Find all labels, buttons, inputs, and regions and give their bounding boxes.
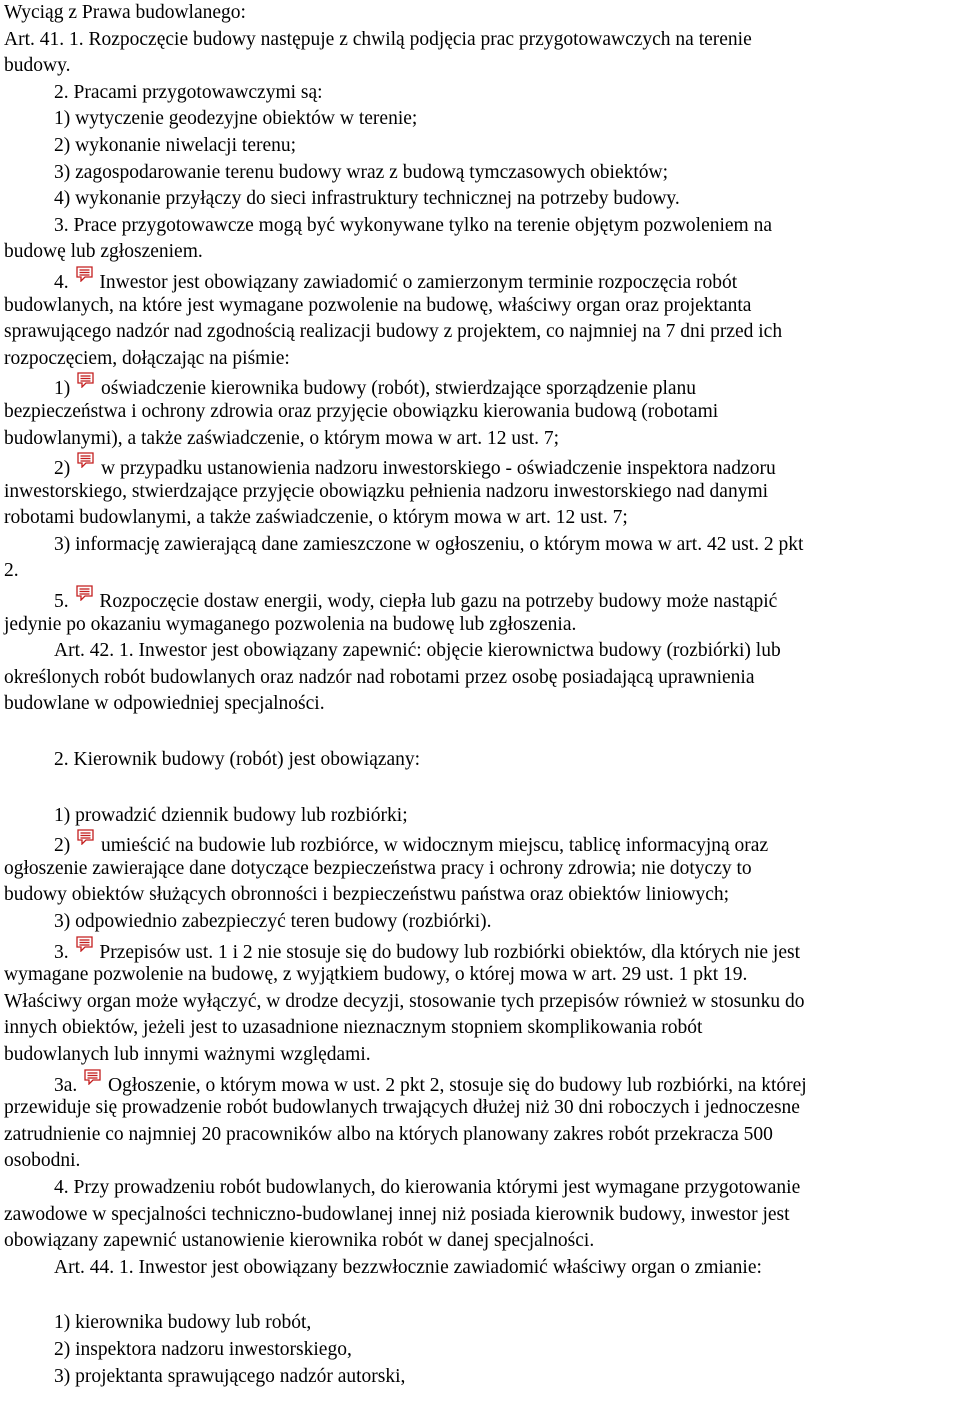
text-line — [4, 803, 958, 830]
line-text: 1) kierownika budowy lub robót, — [54, 1312, 312, 1334]
text-line — [4, 426, 958, 453]
line-text: 2. Kierownik budowy (robót) jest obowiązany: — [54, 749, 421, 771]
text-line — [4, 1069, 958, 1096]
line-text: Właściwy organ może wyłączyć, w drodze decyzji, stosowanie tych przepisów również w stosunku do — [4, 990, 805, 1012]
text-line — [4, 909, 958, 936]
comment-icon[interactable] — [84, 1069, 101, 1085]
line-text: osobodni. — [4, 1150, 81, 1172]
line-text: przewiduje się prowadzenie robót budowlanych trwających dłużej niż 30 dni roboczych i jednoczesne — [4, 1097, 800, 1119]
text-line — [4, 106, 958, 133]
line-text: ogłoszenie zawierające dane dotyczące bezpieczeństwa pracy i ochrony zdrowia; nie dotyczy to — [4, 857, 752, 879]
line-text: budowlane w odpowiedniej specjalności. — [4, 693, 325, 715]
text-line — [4, 962, 958, 989]
line-text: 1) wytyczenie geodezyjne obiektów w terenie; — [54, 108, 418, 130]
text-line — [4, 160, 958, 187]
item-number: 2) — [54, 458, 71, 480]
text-line — [4, 479, 958, 506]
line-text: 2) inspektora nadzoru inwestorskiego, — [54, 1338, 352, 1360]
text-line — [4, 856, 958, 883]
item-number: 5. — [54, 591, 69, 613]
line-text: 3) informację zawierającą dane zamieszczone w ogłoszeniu, o którym mowa w art. 42 ust. 2 pkt — [54, 533, 804, 555]
text-line — [4, 691, 958, 718]
text-line — [4, 0, 958, 27]
text-line — [4, 213, 958, 240]
item-number: 4. — [54, 271, 69, 293]
document-text — [4, 0, 958, 1390]
line-text: zatrudnienie co najmniej 20 pracowników albo na których planowany zakres robót przekracza 500 — [4, 1123, 773, 1145]
text-line — [4, 133, 958, 160]
text-line — [4, 399, 958, 426]
comment-icon[interactable] — [77, 372, 94, 388]
comment-icon[interactable] — [76, 585, 93, 601]
item-number: 3a. — [54, 1074, 78, 1096]
text-line — [4, 1255, 958, 1282]
line-text: 2. — [4, 560, 19, 582]
text-line — [4, 505, 958, 532]
line-text: 2) wykonanie niwelacji terenu; — [54, 134, 297, 156]
text-line — [4, 585, 958, 612]
line-text: robotami budowlanymi, a także zaświadczenie, o którym mowa w art. 12 ust. 7; — [4, 507, 628, 529]
text-line — [4, 1310, 958, 1337]
line-text: Ogłoszenie, o którym mowa w ust. 2 pkt 2, stosuje się do budowy lub rozbiórki, na której — [108, 1074, 807, 1096]
line-text: inwestorskiego, stwierdzające przyjęcie obowiązku pełnienia nadzoru inwestorskiego nad danymi — [4, 480, 769, 502]
text-line — [4, 452, 958, 479]
line-text: wymagane pozwolenie na budowę, z wyjątkiem budowy, o której mowa w art. 29 ust. 1 pkt 19. — [4, 964, 748, 986]
item-number: 2) — [54, 835, 71, 857]
text-line — [4, 665, 958, 692]
item-number: 3. — [54, 941, 69, 963]
text-line — [4, 372, 958, 399]
line-text: w przypadku ustanowienia nadzoru inwestorskiego - oświadczenie inspektora nadzoru — [101, 458, 776, 480]
text-line — [4, 747, 958, 774]
text-line — [4, 1337, 958, 1364]
text-line — [4, 638, 958, 665]
line-text: budowlanymi), a także zaświadczenie, o którym mowa w art. 12 ust. 7; — [4, 427, 560, 449]
line-text: 4. Przy prowadzeniu robót budowlanych, do kierowania którymi jest wymagane przygotowanie — [54, 1176, 801, 1198]
text-line — [4, 1148, 958, 1175]
blank-line — [4, 718, 958, 747]
line-text: 3) projektanta sprawującego nadzór autorski, — [54, 1365, 406, 1387]
text-line — [4, 1122, 958, 1149]
line-text: budowy obiektów służących obronności i bezpieczeństwu państwa oraz obiektów liniowych; — [4, 884, 730, 906]
text-line — [4, 1095, 958, 1122]
text-line — [4, 319, 958, 346]
line-text: budowlanych lub innymi ważnymi względami. — [4, 1043, 371, 1065]
line-text: jedynie po okazaniu wymaganego pozwolenia na budowę lub zgłoszenia. — [4, 613, 577, 635]
text-line — [4, 829, 958, 856]
line-text: zawodowe w specjalności techniczno-budowlanej innej niż posiada kierownik budowy, inwestor jest — [4, 1203, 790, 1225]
line-text: 3) zagospodarowanie terenu budowy wraz z budową tymczasowych obiektów; — [54, 161, 669, 183]
comment-icon[interactable] — [77, 829, 94, 845]
text-line — [4, 346, 958, 373]
line-text: Wyciąg z Prawa budowlanego: — [4, 2, 246, 23]
text-line — [4, 558, 958, 585]
line-text: budowy. — [4, 55, 71, 77]
text-line — [4, 936, 958, 963]
text-line — [4, 266, 958, 293]
line-text: bezpieczeństwa i ochrony zdrowia oraz przyjęcie obowiązku kierowania budową (robotami — [4, 400, 719, 422]
line-text: Art. 42. 1. Inwestor jest obowiązany zapewnić: objęcie kierownictwa budowy (rozbiórki) lub — [54, 640, 781, 662]
line-text: obowiązany zapewnić ustanowienie kierownika robót w danej specjalności. — [4, 1230, 595, 1252]
text-line — [4, 1202, 958, 1229]
comment-icon[interactable] — [77, 452, 94, 468]
text-line — [4, 53, 958, 80]
line-text: umieścić na budowie lub rozbiórce, w widocznym miejscu, tablicę informacyjną oraz — [101, 835, 769, 857]
line-text: określonych robót budowlanych oraz nadzór nad robotami przez osobę posiadającą uprawnienia — [4, 666, 755, 688]
line-text: budowlanych, na które jest wymagane pozwolenie na budowę, właściwy organ oraz projektanta — [4, 294, 752, 316]
line-text: Art. 44. 1. Inwestor jest obowiązany bezzwłocznie zawiadomić właściwy organ o zmianie: — [54, 1256, 762, 1278]
line-text: 2. Pracami przygotowawczymi są: — [54, 81, 323, 103]
line-text: Przepisów ust. 1 i 2 nie stosuje się do budowy lub rozbiórki obiektów, dla których nie jest — [99, 941, 801, 963]
text-line — [4, 989, 958, 1016]
line-text: innych obiektów, jeżeli jest to uzasadnione nieznacznym stopniem skomplikowania robót — [4, 1017, 703, 1039]
line-text: Inwestor jest obowiązany zawiadomić o zamierzonym terminie rozpoczęcia robót — [99, 271, 738, 293]
line-text: 4) wykonanie przyłączy do sieci infrastruktury technicznej na potrzeby budowy. — [54, 188, 680, 210]
text-line — [4, 612, 958, 639]
comment-icon[interactable] — [76, 266, 93, 282]
text-line — [4, 882, 958, 909]
line-text: sprawującego nadzór nad zgodnością realizacji budowy z projektem, co najmniej na 7 dni przed ich — [4, 321, 783, 343]
line-text: Rozpoczęcie dostaw energii, wody, ciepła lub gazu na potrzeby budowy może nastąpić — [99, 591, 778, 613]
text-line — [4, 1015, 958, 1042]
line-text: rozpoczęciem, dołączając na piśmie: — [4, 347, 290, 369]
text-line — [4, 80, 958, 107]
text-line — [4, 186, 958, 213]
blank-line — [4, 1281, 958, 1310]
text-line — [4, 532, 958, 559]
text-line — [4, 1228, 958, 1255]
line-text: budowę lub zgłoszeniem. — [4, 241, 203, 263]
text-line — [4, 1175, 958, 1202]
line-text: 3) odpowiednio zabezpieczyć teren budowy (rozbiórki). — [54, 911, 492, 932]
text-line — [4, 27, 958, 54]
text-line — [4, 239, 958, 266]
line-text: Art. 41. 1. Rozpoczęcie budowy następuje z chwilą podjęcia prac przygotowawczych na terenie — [4, 28, 752, 50]
text-line — [4, 293, 958, 320]
text-line — [4, 1364, 958, 1391]
line-text: 3. Prace przygotowawcze mogą być wykonywane tylko na terenie objętym pozwoleniem na — [54, 214, 773, 236]
line-text: oświadczenie kierownika budowy (robót), stwierdzające sporządzenie planu — [101, 378, 697, 400]
blank-line — [4, 774, 958, 803]
comment-icon[interactable] — [76, 936, 93, 952]
item-number: 1) — [54, 378, 71, 400]
text-line — [4, 1042, 958, 1069]
line-text: 1) prowadzić dziennik budowy lub rozbiórki; — [54, 804, 408, 826]
